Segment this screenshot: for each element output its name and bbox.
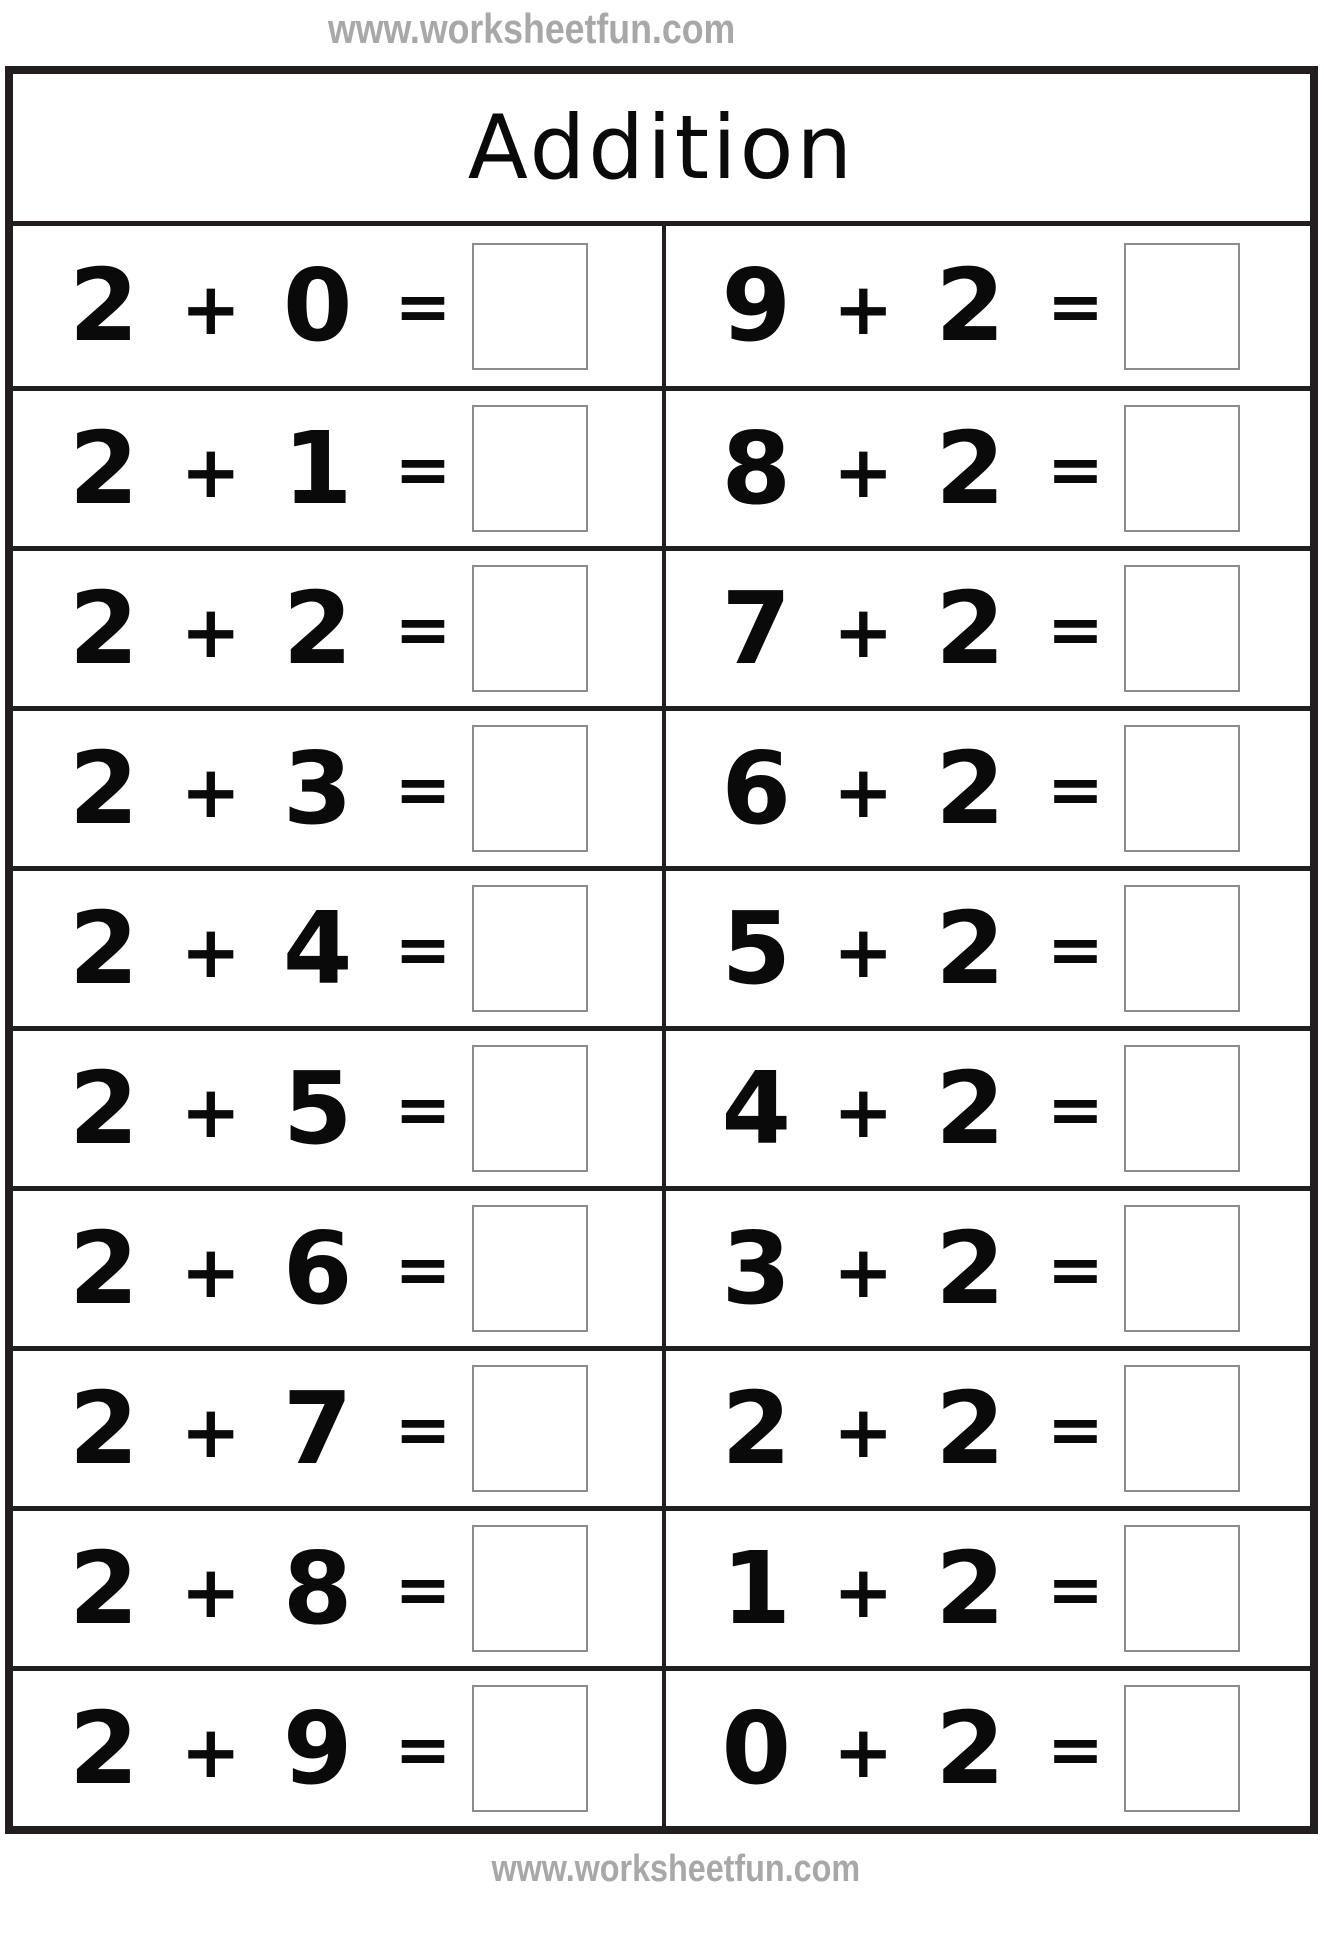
equation bbox=[69, 569, 452, 687]
problem-cell-right bbox=[662, 1191, 1311, 1346]
addend-second: 8 bbox=[282, 1529, 353, 1647]
problem-cell-left bbox=[13, 1671, 662, 1826]
problem-row bbox=[13, 1506, 1310, 1666]
equals-sign: = bbox=[394, 1390, 452, 1470]
addend-second: 7 bbox=[282, 1369, 353, 1487]
equation bbox=[69, 409, 452, 527]
addend-second: 1 bbox=[282, 409, 353, 527]
equation bbox=[721, 1689, 1105, 1807]
equals-sign: = bbox=[394, 1070, 452, 1150]
problem-cell-right bbox=[662, 711, 1311, 866]
plus-sign: + bbox=[180, 1229, 241, 1314]
equation bbox=[721, 1529, 1105, 1647]
addend-second: 4 bbox=[282, 889, 353, 1007]
plus-sign: + bbox=[180, 1389, 241, 1474]
problem-cell-right bbox=[662, 871, 1311, 1026]
addend-second: 2 bbox=[282, 569, 353, 687]
plus-sign: + bbox=[833, 589, 894, 674]
problem-row bbox=[13, 1186, 1310, 1346]
addend-second: 2 bbox=[935, 889, 1006, 1007]
addend-first: 6 bbox=[721, 729, 792, 847]
addend-first: 7 bbox=[721, 569, 792, 687]
addend-second: 2 bbox=[935, 1529, 1006, 1647]
addend-second: 2 bbox=[935, 1209, 1006, 1327]
equals-sign: = bbox=[394, 1710, 452, 1790]
answer-box[interactable] bbox=[1124, 405, 1240, 532]
problem-cell-right bbox=[662, 1351, 1311, 1506]
equals-sign: = bbox=[394, 750, 452, 830]
problem-row bbox=[13, 866, 1310, 1026]
equation bbox=[69, 889, 452, 1007]
problem-cell-right bbox=[662, 551, 1311, 706]
problem-cell-left bbox=[13, 871, 662, 1026]
answer-box[interactable] bbox=[472, 1045, 588, 1172]
answer-box[interactable] bbox=[1124, 565, 1240, 692]
problem-cell-right bbox=[662, 1671, 1311, 1826]
addend-second: 2 bbox=[935, 729, 1006, 847]
problem-row bbox=[13, 1346, 1310, 1506]
problem-cell-left bbox=[13, 1191, 662, 1346]
problem-cell-right bbox=[662, 226, 1311, 386]
addend-second: 0 bbox=[282, 247, 353, 364]
addend-first: 2 bbox=[69, 1529, 139, 1647]
problem-row bbox=[13, 1666, 1310, 1826]
problem-row bbox=[13, 1026, 1310, 1186]
plus-sign: + bbox=[180, 429, 241, 514]
plus-sign: + bbox=[833, 909, 894, 994]
addend-first: 8 bbox=[721, 409, 792, 527]
watermark-bottom bbox=[14, 1848, 1324, 1891]
equation bbox=[721, 889, 1105, 1007]
equals-sign: = bbox=[1047, 1710, 1104, 1790]
problem-row bbox=[13, 386, 1310, 546]
plus-sign: + bbox=[833, 1069, 894, 1154]
addend-first: 0 bbox=[721, 1689, 792, 1807]
answer-box[interactable] bbox=[1124, 1685, 1240, 1812]
addend-first: 2 bbox=[69, 1209, 139, 1327]
addend-first: 2 bbox=[69, 409, 139, 527]
equals-sign: = bbox=[1047, 1230, 1104, 1310]
answer-box[interactable] bbox=[1124, 243, 1240, 370]
plus-sign: + bbox=[833, 749, 894, 834]
plus-sign: + bbox=[180, 1549, 241, 1634]
addend-first: 5 bbox=[721, 889, 792, 1007]
answer-box[interactable] bbox=[472, 243, 588, 370]
answer-box[interactable] bbox=[472, 405, 588, 532]
problem-cell-left bbox=[13, 1511, 662, 1666]
plus-sign: + bbox=[180, 589, 241, 674]
equals-sign: = bbox=[394, 1230, 452, 1310]
equation bbox=[721, 1369, 1105, 1487]
addend-first: 9 bbox=[721, 247, 792, 364]
addend-second: 3 bbox=[282, 729, 353, 847]
equation bbox=[69, 1209, 452, 1327]
answer-box[interactable] bbox=[1124, 1205, 1240, 1332]
addend-first: 2 bbox=[69, 247, 139, 364]
answer-box[interactable] bbox=[472, 1205, 588, 1332]
equation bbox=[69, 1369, 452, 1487]
problem-cell-right bbox=[662, 1031, 1311, 1186]
equation bbox=[721, 1209, 1105, 1327]
watermark-top bbox=[0, 0, 1194, 66]
addend-second: 2 bbox=[935, 409, 1006, 527]
equation bbox=[721, 247, 1105, 364]
addend-second: 2 bbox=[935, 1049, 1006, 1167]
problem-cell-left bbox=[13, 1031, 662, 1186]
problem-cell-right bbox=[662, 391, 1311, 546]
equation bbox=[721, 1049, 1105, 1167]
answer-box[interactable] bbox=[472, 885, 588, 1012]
addend-first: 1 bbox=[721, 1529, 792, 1647]
worksheet bbox=[5, 66, 1318, 1834]
problem-cell-left bbox=[13, 551, 662, 706]
problem-cell-left bbox=[13, 711, 662, 866]
answer-box[interactable] bbox=[1124, 1365, 1240, 1492]
equals-sign: = bbox=[1047, 1550, 1104, 1630]
equation bbox=[69, 1529, 452, 1647]
plus-sign: + bbox=[180, 1709, 241, 1794]
equals-sign: = bbox=[394, 910, 452, 990]
answer-box[interactable] bbox=[472, 1525, 588, 1652]
answer-box[interactable] bbox=[472, 1685, 588, 1812]
equation bbox=[721, 729, 1105, 847]
worksheet-title: Addition bbox=[13, 74, 1310, 226]
answer-box[interactable] bbox=[1124, 1525, 1240, 1652]
addend-second: 5 bbox=[282, 1049, 353, 1167]
problem-cell-left bbox=[13, 1351, 662, 1506]
equals-sign: = bbox=[394, 1550, 452, 1630]
equals-sign: = bbox=[1047, 910, 1104, 990]
problem-cell-left bbox=[13, 391, 662, 546]
problem-cell-right bbox=[662, 1511, 1311, 1666]
watermark-bottom-text: www.worksheetfun.com bbox=[491, 1848, 861, 1890]
answer-box[interactable] bbox=[472, 565, 588, 692]
plus-sign: + bbox=[833, 429, 894, 514]
plus-sign: + bbox=[180, 1069, 241, 1154]
equation bbox=[721, 409, 1105, 527]
plus-sign: + bbox=[833, 1549, 894, 1634]
equation bbox=[69, 1689, 452, 1807]
addend-first: 2 bbox=[69, 1049, 139, 1167]
equation bbox=[69, 247, 452, 364]
equation bbox=[69, 1049, 452, 1167]
equals-sign: = bbox=[394, 430, 452, 510]
addend-first: 2 bbox=[69, 569, 139, 687]
addend-first: 2 bbox=[69, 729, 139, 847]
equals-sign: = bbox=[394, 590, 452, 670]
equation bbox=[721, 569, 1105, 687]
plus-sign: + bbox=[180, 267, 241, 351]
plus-sign: + bbox=[180, 749, 241, 834]
answer-box[interactable] bbox=[1124, 885, 1240, 1012]
answer-box[interactable] bbox=[1124, 1045, 1240, 1172]
addend-second: 2 bbox=[935, 247, 1006, 364]
addend-first: 3 bbox=[721, 1209, 792, 1327]
equals-sign: = bbox=[1047, 590, 1104, 670]
equals-sign: = bbox=[394, 268, 452, 347]
plus-sign: + bbox=[833, 1229, 894, 1314]
plus-sign: + bbox=[833, 1709, 894, 1794]
plus-sign: + bbox=[833, 267, 894, 351]
answer-box[interactable] bbox=[1124, 725, 1240, 852]
problem-rows bbox=[13, 226, 1310, 1826]
equals-sign: = bbox=[1047, 1070, 1104, 1150]
equals-sign: = bbox=[1047, 430, 1104, 510]
plus-sign: + bbox=[180, 909, 241, 994]
watermark-top-text: www.worksheetfun.com bbox=[328, 5, 736, 52]
problem-row bbox=[13, 706, 1310, 866]
addend-first: 2 bbox=[69, 889, 139, 1007]
problem-row bbox=[13, 226, 1310, 386]
equals-sign: = bbox=[1047, 1390, 1104, 1470]
problem-cell-left bbox=[13, 226, 662, 386]
equals-sign: = bbox=[1047, 750, 1104, 830]
problem-row bbox=[13, 546, 1310, 706]
addend-first: 4 bbox=[721, 1049, 792, 1167]
plus-sign: + bbox=[833, 1389, 894, 1474]
addend-first: 2 bbox=[69, 1369, 139, 1487]
addend-second: 9 bbox=[282, 1689, 353, 1807]
equals-sign: = bbox=[1047, 268, 1104, 347]
answer-box[interactable] bbox=[472, 725, 588, 852]
addend-second: 2 bbox=[935, 1689, 1006, 1807]
addend-first: 2 bbox=[69, 1689, 139, 1807]
answer-box[interactable] bbox=[472, 1365, 588, 1492]
addend-first: 2 bbox=[721, 1369, 792, 1487]
addend-second: 6 bbox=[282, 1209, 353, 1327]
addend-second: 2 bbox=[935, 1369, 1006, 1487]
addend-second: 2 bbox=[935, 569, 1006, 687]
equation bbox=[69, 729, 452, 847]
